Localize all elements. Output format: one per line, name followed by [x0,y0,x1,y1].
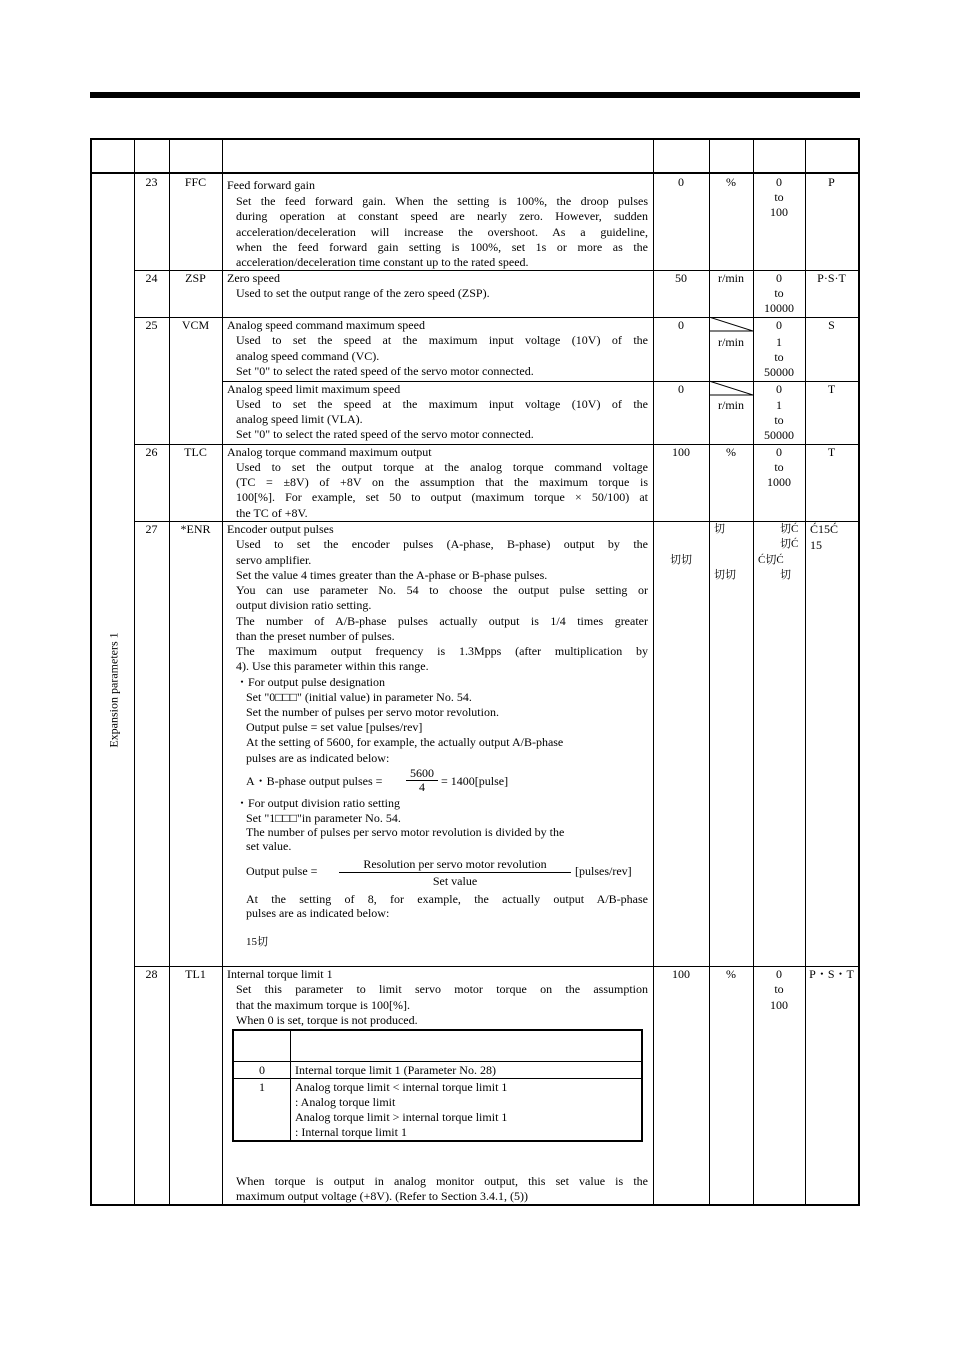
header-rule [90,92,860,98]
initial-value: 0 [678,175,684,189]
table-cell: 1 [259,1080,265,1094]
table-cell: 0 [259,1063,265,1077]
control-mode: P [828,175,835,189]
table-right-border [858,138,860,1206]
table-left-border [90,138,92,1206]
table-cell: Internal torque limit 1 (Parameter No. 28) [295,1063,496,1077]
formula-1: A・B-phase output pulses = [246,774,383,788]
param-no: 23 [145,175,158,189]
header-bottom-border [90,172,860,174]
setting-range: 0 [776,175,782,189]
param-desc: Set the feed forward gain. When the setting is 100%, the droop pulses [236,194,648,208]
section-label: Expansion parameters 1 [106,632,121,748]
table-top-border [90,138,860,140]
table-bottom-border [90,1204,860,1206]
param-name: Feed forward gain [227,178,315,192]
param-symbol: FFC [184,175,207,189]
formula-2: Output pulse = [246,864,318,878]
unit: % [726,175,736,189]
